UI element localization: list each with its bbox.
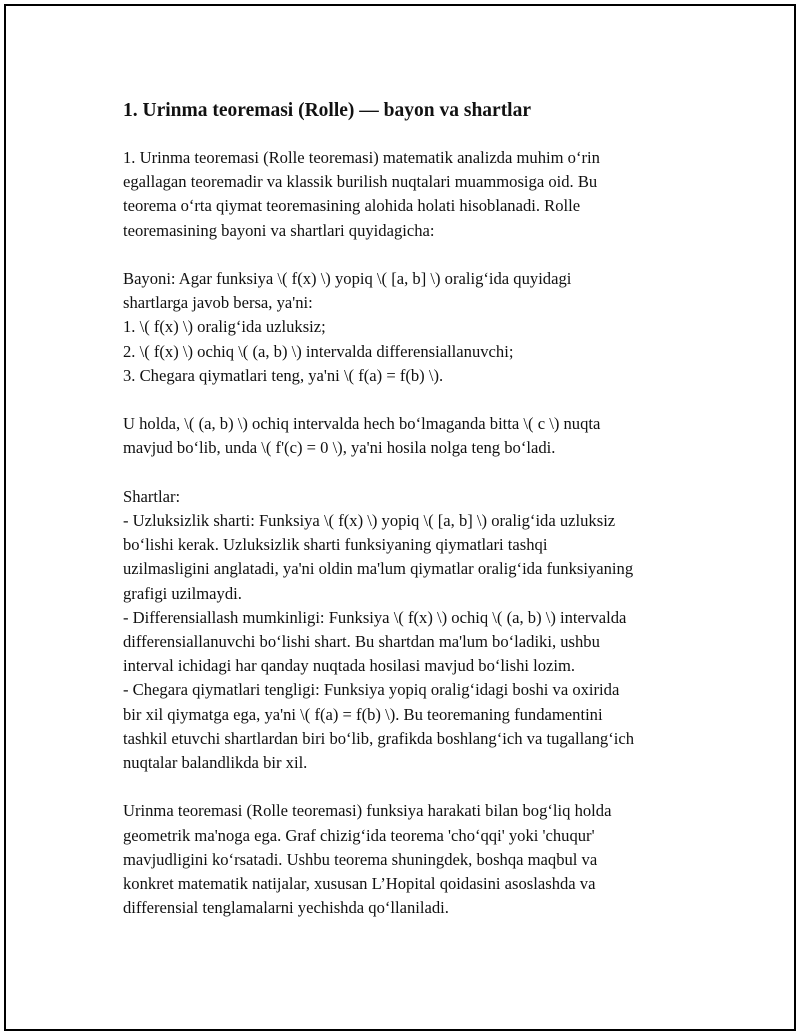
text-line: teorema o‘rta qiymat teoremasining alohida holati hisoblanadi. Rolle	[123, 196, 581, 216]
conclusion-paragraph	[123, 412, 703, 460]
text-line: 1. Urinma teoremasi (Rolle teoremasi) matematik analizda muhim o‘rin	[123, 148, 600, 167]
text-line: bo‘lishi kerak. Uzluksizlik sharti funksiyaning qiymatlari tashqi	[123, 535, 548, 555]
intro-paragraph	[123, 146, 703, 243]
text-line: teoremasining bayoni va shartlari quyidagicha:	[123, 220, 435, 240]
text-line: 1. \( f(x) \) oralig‘ida uzluksiz;	[123, 317, 326, 337]
paragraph-gap	[123, 388, 703, 412]
text-line: egallagan teoremadir va klassik burilish nuqtalari muammosiga oid. Bu	[123, 172, 598, 192]
text-line: mavjud bo‘lib, unda \( f'(c) = 0 \), ya'ni hosila nolga teng bo‘ladi.	[123, 438, 556, 458]
paragraph-gap	[123, 243, 703, 267]
text-line: grafigi uzilmaydi.	[123, 583, 242, 603]
text-line: 3. Chegara qiymatlari teng, ya'ni \( f(a) = f(b) \).	[123, 365, 444, 385]
document-body	[123, 98, 703, 920]
text-line: - Uzluksizlik sharti: Funksiya \( f(x) \) yopiq \( [a, b] \) oralig‘ida uzluksiz	[123, 511, 616, 530]
section-heading: 1. Urinma teoremasi (Rolle) — bayon va shartlar	[123, 100, 532, 121]
closing-paragraph	[123, 799, 703, 920]
paragraph-gap	[123, 461, 703, 485]
text-line: tashkil etuvchi shartlardan biri bo‘lib, grafikda boshlang‘ich va tugallang‘ich	[123, 728, 635, 748]
text-line: U holda, \( (a, b) \) ochiq intervalda hech bo‘lmaganda bitta \( c \) nuqta	[123, 414, 601, 434]
text-line: geometrik ma'noga ega. Graf chizig‘ida teorema 'cho‘qqi' yoki 'chuqur'	[123, 825, 595, 845]
page-frame	[4, 4, 796, 1031]
text-line: 2. \( f(x) \) ochiq \( (a, b) \) intervalda differensiallanuvchi;	[123, 341, 514, 361]
statement-paragraph	[123, 267, 703, 388]
paragraph-gap	[123, 775, 703, 799]
text-line: differensiallanuvchi bo‘lishi shart. Bu shartdan ma'lum bo‘ladiki, ushbu	[123, 632, 600, 652]
text-line: mavjudligini ko‘rsatadi. Ushbu teorema shuningdek, boshqa maqbul va	[123, 849, 598, 869]
text-line: interval ichidagi har qanday nuqtada hosilasi mavjud bo‘lishi lozim.	[123, 656, 576, 676]
text-line: uzilmasligini anglatadi, ya'ni oldin ma'lum qiymatlar oralig‘ida funksiyaning	[123, 559, 634, 579]
text-line: bir xil qiymatga ega, ya'ni \( f(a) = f(b) \). Bu teoremaning fundamentini	[123, 704, 603, 724]
text-line: konkret matematik natijalar, xususan L’Hopital qoidasini asoslashda va	[123, 874, 596, 894]
text-line: differensial tenglamalarni yechishda qo‘llaniladi.	[123, 898, 449, 918]
text-line: Urinma teoremasi (Rolle teoremasi) funksiya harakati bilan bog‘liq holda	[123, 801, 612, 821]
conditions-paragraph	[123, 485, 703, 775]
text-line: Bayoni: Agar funksiya \( f(x) \) yopiq \( [a, b] \) oralig‘ida quyidagi	[123, 269, 572, 288]
text-line: Shartlar:	[123, 486, 181, 506]
text-line: - Chegara qiymatlari tengligi: Funksiya yopiq oralig‘idagi boshi va oxirida	[123, 680, 620, 700]
text-line: - Differensiallash mumkinligi: Funksiya \( f(x) \) ochiq \( (a, b) \) intervalda	[123, 607, 627, 627]
text-line: shartlarga javob bersa, ya'ni:	[123, 293, 313, 313]
text-line: nuqtalar balandlikda bir xil.	[123, 753, 308, 773]
